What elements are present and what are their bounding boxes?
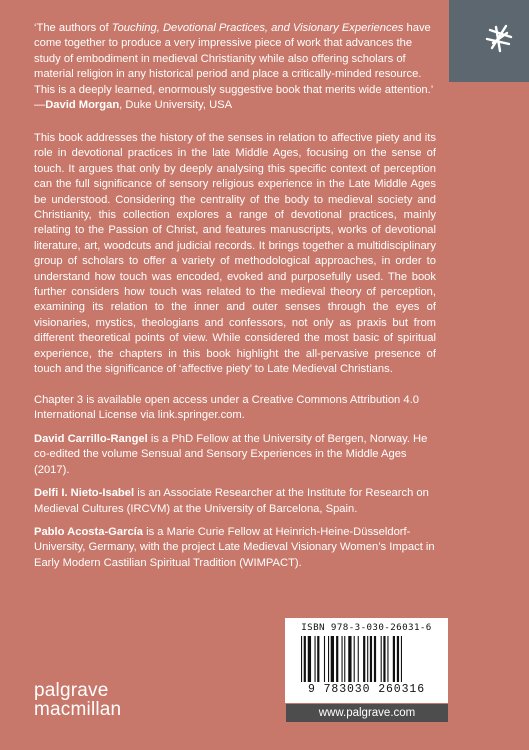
review-quote [34, 21, 436, 113]
springer-knot-icon [449, 0, 529, 82]
publisher-logo [34, 681, 121, 719]
editor-bio [34, 486, 436, 517]
editor-bio [34, 432, 436, 478]
quote-author: David Morgan [45, 99, 120, 112]
editor-bios [34, 432, 436, 579]
logo-panel [449, 0, 529, 82]
editor-name: Delfi I. Nieto-Isabel [34, 487, 135, 500]
editor-bio [34, 525, 436, 571]
barcode-digits: 9 783030 260316 [307, 683, 426, 696]
open-access-note: Chapter 3 is available open access under a Creative Commons Attribution 4.0 International License via link.springer.com. [34, 394, 419, 422]
editor-description: is a PhD Fellow at the University of Bergen, Norway. He co-edited the volume Sensual and Sensory Experiences in the Middle Ages (2017). [34, 433, 428, 476]
publisher-name-line1: palgrave [34, 680, 109, 701]
book-blurb: This book addresses the history of the senses in relation to affective piety and its role in devotional practices in the late Middle Ages, focusing on the sense of touch. It argues that only by deeply analysing this specific context of perception can the full significance of sensory religious experience in the Late Middle Ages be understood. Considering the centrality of the body to medieval society and Christianity, this collection explores a range of devotional practices, mainly relating to the Passion of Christ, and features manuscripts, works of devotional literature, art, woodcuts and judicial records. It brings together a multidisciplinary group of scholars to offer a variety of methodological approaches, in order to understand how touch was encoded, evoked and purposefully used. The book further considers how touch was related to the medieval theory of perception, examining its relation to the inner and outer senses through the eyes of visionaries, mystics, theologians and confessors, not only as praxis but from different theoretical points of view. While considered the most basic of spiritual experience, the chapters in this book highlight the all-pervasive presence of touch and the significance of ‘affective piety’ to Late Medieval Christians. [34, 132, 436, 376]
quote-affiliation: , Duke University, USA [119, 99, 233, 112]
editor-name: David Carrillo-Rangel [34, 433, 148, 445]
publisher-name-line2: macmillan [34, 699, 122, 720]
editor-name: Pablo Acosta-García [34, 526, 144, 539]
quote-attribution [34, 98, 436, 113]
isbn-text: ISBN 978-3-030-26031-6 [301, 622, 432, 633]
editor-description: is an Associate Researcher at the Institute for Research on Medieval Cultures (IRCVM) at the University of Barcelona, Spain. [34, 487, 429, 515]
quoted-book-title: Touching, Devotional Practices, and Visionary Experiences [111, 22, 404, 34]
quote-open: ‘The authors of [34, 22, 112, 34]
editor-description: is a Marie Curie Fellow at Heinrich-Heine-Düsseldorf-University, Germany, with the project Late Medieval Visionary Women’s Impact in Early Modern Castilian Spiritual Tradition (WIMPACT). [34, 526, 435, 569]
publisher-website: www.palgrave.com [286, 704, 448, 722]
barcode-graphic [297, 636, 437, 682]
quote-dash: — [34, 99, 46, 112]
isbn-barcode-box [285, 618, 448, 703]
quote-body: have come together to produce a very impressive piece of work that advances the study of embodiment in medieval Christianity while also offering scholars of material religion in any historical period and place a critically-minded resource. This is a deeply learned, enormously suggestive book that merits wide attention.’ [34, 22, 434, 96]
